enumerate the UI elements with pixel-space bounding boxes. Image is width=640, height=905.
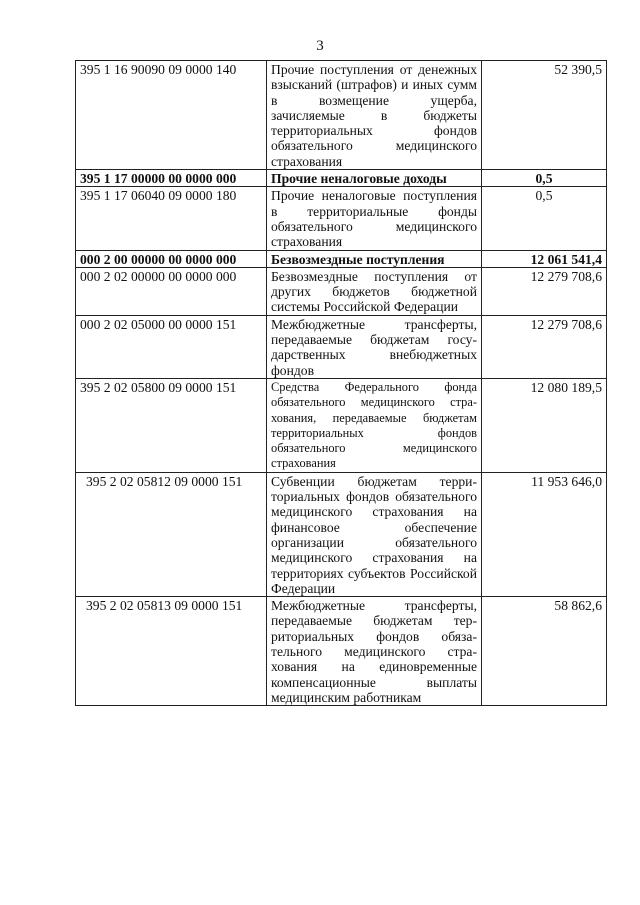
table-row [76, 378, 607, 472]
amount: 11 953 646,0 [482, 472, 607, 596]
table-row [76, 315, 607, 378]
amount: 0,5 [482, 187, 607, 250]
budget-code: 000 2 02 05000 00 0000 151 [76, 315, 267, 378]
amount: 12 061 541,4 [482, 250, 607, 267]
table-row [76, 170, 607, 187]
budget-code: 395 1 17 00000 00 0000 000 [76, 170, 267, 187]
revenue-name: Межбюджетные трансферты, передаваемые бюджетам государственных внебюджетных фондов [267, 315, 482, 378]
table-row [76, 250, 607, 267]
revenue-name: Прочие неналоговые поступления в территориальные фонды обязательного медицинского страхования [267, 187, 482, 250]
table-row [76, 267, 607, 315]
revenue-name: Межбюджетные трансферты, передаваемые бюджетам территориальных фондов обязательного медицинского страхования на единовременные компенсационные выплаты медицинским работникам [267, 597, 482, 706]
table-row [76, 597, 607, 706]
budget-code: 395 2 02 05800 09 0000 151 [76, 378, 267, 472]
amount: 52 390,5 [482, 61, 607, 170]
revenue-name: Прочие поступления от денежных взысканий (штрафов) и иных сумм в возмещение ущерба, зачисляемые в бюджеты территориальных фондов обязательного медицинского страхования [267, 61, 482, 170]
table-row [76, 61, 607, 170]
table-row [76, 472, 607, 596]
revenue-name: Безвозмездные поступления от других бюджетов бюджетной системы Российской Федерации [267, 267, 482, 315]
amount: 12 080 189,5 [482, 378, 607, 472]
revenue-name: Безвозмездные поступления [267, 250, 482, 267]
amount: 12 279 708,6 [482, 267, 607, 315]
budget-code: 395 2 02 05812 09 0000 151 [76, 472, 267, 596]
table-row [76, 187, 607, 250]
amount: 12 279 708,6 [482, 315, 607, 378]
revenue-name: Субвенции бюджетам территориальных фондов обязательного медицинского страхования на финансовое обеспечение организации обязательного медицинского страхования на территориях субъектов Российской Федерации [267, 472, 482, 596]
revenue-table [75, 60, 607, 706]
page-number: 3 [316, 38, 324, 54]
revenue-name: Средства Федерального фонда обязательного медицинского страхования, передаваемые бюджетам территориальных фондов обязательного медицинского страхования [267, 378, 482, 472]
budget-code: 395 1 16 90090 09 0000 140 [76, 61, 267, 170]
budget-code: 000 2 02 00000 00 0000 000 [76, 267, 267, 315]
budget-code: 000 2 00 00000 00 0000 000 [76, 250, 267, 267]
amount: 58 862,6 [482, 597, 607, 706]
amount: 0,5 [482, 170, 607, 187]
revenue-name: Прочие неналоговые доходы [267, 170, 482, 187]
budget-code: 395 1 17 06040 09 0000 180 [76, 187, 267, 250]
budget-code: 395 2 02 05813 09 0000 151 [76, 597, 267, 706]
